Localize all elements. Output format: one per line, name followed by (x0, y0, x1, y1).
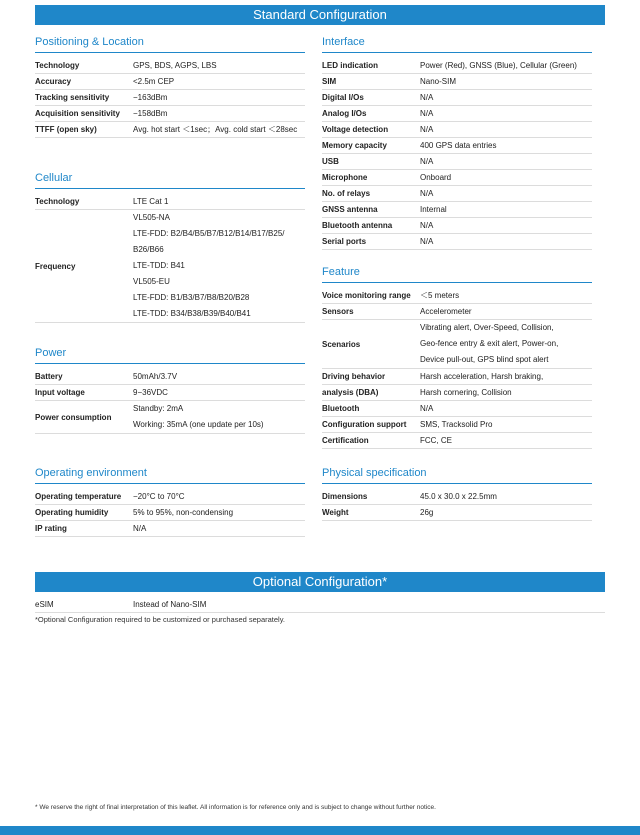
spec-value-line: N/A (420, 125, 434, 134)
spec-value (420, 138, 592, 153)
spec-key: Bluetooth antenna (322, 221, 393, 230)
spec-row (322, 122, 592, 138)
spec-row (35, 58, 305, 74)
spec-row (35, 521, 305, 537)
spec-value (420, 505, 592, 520)
spec-value (133, 385, 305, 400)
spec-value-line: 26g (420, 508, 434, 517)
spec-key: Voltage detection (322, 125, 389, 134)
spec-row (322, 433, 592, 449)
spec-key: Acquisition sensitivity (35, 109, 120, 118)
spec-value (133, 521, 305, 536)
spec-value-line: Working: 35mA (one update per 10s) (133, 420, 264, 429)
spec-row (322, 401, 592, 417)
spec-value-line: <2.5m CEP (133, 77, 175, 86)
spec-row (322, 90, 592, 106)
spec-row (35, 90, 305, 106)
spec-row (35, 505, 305, 521)
bottom-bar (0, 826, 640, 835)
spec-value (133, 369, 305, 384)
spec-key: No. of relays (322, 189, 371, 198)
spec-value (133, 210, 305, 322)
spec-row (322, 417, 592, 433)
spec-row (35, 74, 305, 90)
spec-value-line: VL505-EU (133, 277, 170, 286)
spec-value (420, 234, 592, 249)
spec-value (420, 320, 592, 368)
spec-value-line: B26/B66 (133, 245, 164, 254)
spec-value (133, 90, 305, 105)
optional-config-banner: Optional Configuration* (35, 572, 605, 592)
spec-row (35, 369, 305, 385)
spec-row (322, 505, 592, 521)
spec-value (420, 170, 592, 185)
spec-value (133, 401, 305, 433)
spec-row (35, 194, 305, 210)
section-physical (322, 466, 592, 521)
spec-row (322, 320, 592, 369)
spec-key: Dimensions (322, 492, 368, 501)
spec-value-line: −20°C to 70°C (133, 492, 185, 501)
spec-value (133, 122, 305, 137)
spec-value (420, 122, 592, 137)
spec-value-line: 9−36VDC (133, 388, 168, 397)
spec-key: Bluetooth (322, 404, 360, 413)
spec-key: Power consumption (35, 412, 112, 422)
spec-value-line: SMS, Tracksolid Pro (420, 420, 493, 429)
spec-value (420, 304, 592, 319)
spec-value-line: Avg. hot start ＜1sec；Avg. cold start ＜28sec (133, 125, 298, 134)
spec-key: Analog I/Os (322, 109, 367, 118)
spec-value-line: 50mAh/3.7V (133, 372, 178, 381)
spec-value (420, 369, 592, 384)
spec-value (420, 74, 592, 89)
spec-row (322, 489, 592, 505)
spec-value-line: Harsh cornering, Collision (420, 388, 512, 397)
spec-value (420, 58, 592, 73)
environment-rule (35, 483, 305, 484)
spec-value-line: Standby: 2mA (133, 404, 184, 413)
feature-rule (322, 282, 592, 283)
spec-row (322, 138, 592, 154)
spec-value-line: FCC, CE (420, 436, 452, 445)
section-interface (322, 35, 592, 250)
environment-title: Operating environment (35, 467, 147, 479)
spec-value (420, 417, 592, 432)
spec-row (35, 489, 305, 505)
interface-rule (322, 52, 592, 53)
spec-row (35, 210, 305, 323)
cellular-rule (35, 188, 305, 189)
cellular-title: Cellular (35, 172, 73, 184)
spec-value-line: ＜5 meters (420, 291, 460, 300)
spec-value (133, 505, 305, 520)
spec-key: Sensors (322, 307, 354, 316)
spec-value-line: N/A (420, 109, 434, 118)
spec-key: Configuration support (322, 420, 407, 429)
spec-key: IP rating (35, 524, 67, 533)
spec-value (420, 401, 592, 416)
spec-row (322, 304, 592, 320)
spec-row (35, 106, 305, 122)
spec-row (322, 186, 592, 202)
spec-value-line: Geo-fence entry & exit alert, Power-on, (420, 339, 559, 348)
spec-value-line: Harsh acceleration, Harsh braking, (420, 372, 544, 381)
positioning-title: Positioning & Location (35, 36, 144, 48)
physical-rule (322, 483, 592, 484)
spec-key: analysis (DBA) (322, 388, 379, 397)
spec-key: Battery (35, 372, 63, 381)
spec-value-line: LTE-FDD: B2/B4/B5/B7/B12/B14/B17/B25/ (133, 229, 285, 238)
spec-value (420, 106, 592, 121)
spec-value (420, 385, 592, 400)
spec-key: Operating temperature (35, 492, 122, 501)
spec-value (420, 186, 592, 201)
spec-key: Accuracy (35, 77, 72, 86)
spec-value-line: LTE Cat 1 (133, 197, 169, 206)
optional-value: Instead of Nano-SIM (133, 600, 207, 609)
spec-key: Technology (35, 197, 80, 206)
spec-row (322, 218, 592, 234)
spec-value-line: Accelerometer (420, 307, 472, 316)
spec-key: Scenarios (322, 339, 361, 349)
spec-value (133, 489, 305, 504)
spec-value-line: Vibrating alert, Over-Speed, Collision, (420, 323, 554, 332)
spec-value-line: N/A (420, 157, 434, 166)
spec-row (35, 122, 305, 138)
section-feature (322, 265, 592, 449)
spec-row (322, 74, 592, 90)
optional-row-esim (35, 597, 605, 613)
spec-value-line: N/A (420, 93, 434, 102)
spec-key: Memory capacity (322, 141, 387, 150)
spec-row (322, 369, 592, 385)
spec-value (133, 58, 305, 73)
spec-value-line: N/A (133, 524, 147, 533)
spec-value-line: Power (Red), GNSS (Blue), Cellular (Green) (420, 61, 577, 70)
spec-row (322, 234, 592, 250)
spec-key: Frequency (35, 261, 76, 271)
spec-value (420, 154, 592, 169)
spec-value-line: GPS, BDS, AGPS, LBS (133, 61, 217, 70)
spec-row (322, 106, 592, 122)
spec-key: Driving behavior (322, 372, 386, 381)
spec-row (322, 170, 592, 186)
spec-key: Microphone (322, 173, 368, 182)
spec-value-line: −158dBm (133, 109, 168, 118)
section-power (35, 346, 305, 434)
spec-key: Technology (35, 61, 80, 70)
spec-value (420, 218, 592, 233)
spec-key: SIM (322, 77, 337, 86)
spec-value (133, 106, 305, 121)
spec-key: Tracking sensitivity (35, 93, 110, 102)
spec-key: TTFF (open sky) (35, 125, 97, 134)
power-title: Power (35, 347, 67, 359)
spec-value (420, 288, 592, 303)
spec-value-line: LTE-TDD: B41 (133, 261, 185, 270)
spec-value (133, 194, 305, 209)
spec-key: LED indication (322, 61, 378, 70)
spec-value-line: LTE-FDD: B1/B3/B7/B8/B20/B28 (133, 293, 250, 302)
spec-value-line: Onboard (420, 173, 452, 182)
optional-note: *Optional Configuration required to be customized or purchased separately. (35, 615, 286, 624)
interface-title: Interface (322, 36, 365, 48)
spec-value-line: 45.0 x 30.0 x 22.5mm (420, 492, 497, 501)
spec-value-line: 5% to 95%, non-condensing (133, 508, 234, 517)
spec-value-line: Internal (420, 205, 447, 214)
spec-value-line: 400 GPS data entries (420, 141, 497, 150)
spec-value (420, 202, 592, 217)
spec-key: Certification (322, 436, 369, 445)
spec-key: Serial ports (322, 237, 367, 246)
spec-row (35, 401, 305, 434)
spec-value-line: −163dBm (133, 93, 168, 102)
spec-row (322, 385, 592, 401)
spec-key: USB (322, 157, 339, 166)
power-rule (35, 363, 305, 364)
spec-row (322, 288, 592, 304)
spec-value (420, 433, 592, 448)
spec-value-line: N/A (420, 221, 434, 230)
positioning-rule (35, 52, 305, 53)
spec-row (322, 58, 592, 74)
spec-value (420, 489, 592, 504)
spec-value-line: LTE-TDD: B34/B38/B39/B40/B41 (133, 309, 251, 318)
disclaimer: * We reserve the right of final interpretation of this leaflet. All information is for reference only and is subject to change without further notice. (35, 804, 436, 811)
spec-row (322, 154, 592, 170)
spec-key: Operating humidity (35, 508, 109, 517)
physical-title: Physical specification (322, 467, 427, 479)
spec-value-line: N/A (420, 237, 434, 246)
spec-value-line: Device pull-out, GPS blind spot alert (420, 355, 549, 364)
spec-value (420, 90, 592, 105)
spec-value (133, 74, 305, 89)
section-environment (35, 466, 305, 537)
spec-value-line: VL505-NA (133, 213, 170, 222)
spec-key: Input voltage (35, 388, 85, 397)
spec-value-line: N/A (420, 404, 434, 413)
spec-row (322, 202, 592, 218)
spec-key: Voice monitoring range (322, 291, 411, 300)
spec-key: GNSS antenna (322, 205, 378, 214)
spec-key: Weight (322, 508, 349, 517)
spec-row (35, 385, 305, 401)
feature-title: Feature (322, 266, 360, 278)
spec-value-line: Nano-SIM (420, 77, 457, 86)
spec-key: Digital I/Os (322, 93, 364, 102)
standard-config-banner: Standard Configuration (35, 5, 605, 25)
optional-key: eSIM (35, 600, 54, 609)
section-positioning (35, 35, 305, 138)
section-cellular (35, 171, 305, 323)
spec-value-line: N/A (420, 189, 434, 198)
